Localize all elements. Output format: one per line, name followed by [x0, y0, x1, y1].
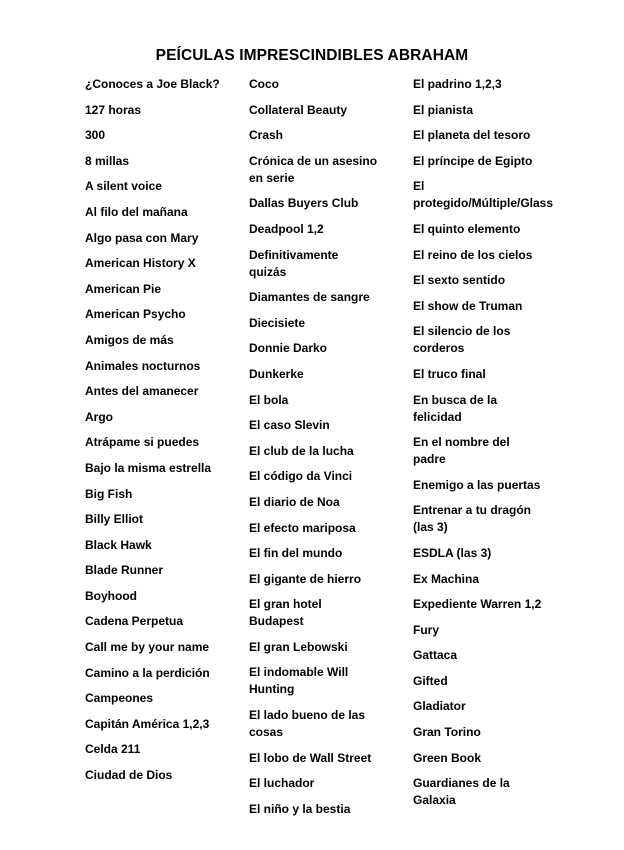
movie-item: Gran Torino	[413, 725, 481, 740]
movie-item: American Pie	[85, 281, 162, 296]
movie-item: Crash	[249, 128, 284, 143]
movie-item: Green Book	[413, 750, 482, 765]
movie-item: El príncipe de Egipto	[413, 153, 533, 168]
movie-item: El padrino 1,2,3	[413, 77, 502, 91]
movie-item: Blade Runner	[85, 563, 164, 578]
movie-item: El gigante de hierro	[249, 571, 362, 586]
movie-item: Gladiator	[413, 699, 466, 714]
movie-item: American History X	[85, 256, 196, 271]
movie-item: Definitivamente quizás	[249, 247, 339, 279]
movie-item: Cadena Perpetua	[85, 614, 184, 629]
movie-item: El club de la lucha	[249, 443, 354, 458]
movie-item: Algo pasa con Mary	[85, 230, 199, 245]
movie-item: El indomable Will Hunting	[249, 665, 349, 697]
movie-item: Ex Machina	[413, 571, 480, 586]
movie-item: Dunkerke	[249, 366, 304, 381]
movie-item: Entrenar a tu dragón (las 3)	[413, 503, 532, 535]
movie-item: El quinto elemento	[413, 221, 521, 236]
movie-item: ¿Conoces a Joe Black?	[85, 77, 220, 91]
movie-item: ESDLA (las 3)	[413, 545, 492, 560]
movie-item: El lado bueno de las cosas	[249, 708, 366, 740]
movie-item: Bajo la misma estrella	[85, 460, 212, 475]
movie-item: Collateral Beauty	[249, 102, 348, 117]
movie-item: El código da Vinci	[249, 469, 353, 484]
movie-item: El gran hotel Budapest	[249, 597, 322, 629]
movie-item: Celda 211	[85, 742, 141, 757]
movie-item: El pianista	[413, 102, 474, 117]
movie-item: El lobo de Wall Street	[249, 750, 372, 765]
movie-item: El protegido/Múltiple/Glass	[413, 179, 554, 211]
movie-item: 300	[85, 128, 106, 143]
movie-item: Atrápame si puedes	[85, 435, 200, 450]
movie-item: El show de Truman	[413, 298, 523, 313]
movie-item: Capitán América 1,2,3	[85, 716, 210, 731]
movie-item: El sexto sentido	[413, 273, 506, 288]
page-title: PEÍCULAS IMPRESCINDIBLES ABRAHAM	[155, 47, 469, 64]
movie-item: Big Fish	[85, 486, 133, 501]
movie-item: El fin del mundo	[249, 546, 343, 561]
movie-item: El gran Lebowski	[249, 639, 348, 654]
movie-item: El bola	[249, 392, 289, 407]
movie-item: Campeones	[85, 691, 154, 706]
movie-item: American Psycho	[85, 307, 186, 322]
movie-item: Billy Elliot	[85, 512, 144, 527]
movie-item: Boyhood	[85, 588, 137, 603]
movie-column-1	[85, 76, 245, 793]
movie-item: Al filo del mañana	[85, 204, 188, 219]
movie-item: El diario de Noa	[249, 494, 340, 509]
movie-item: Donnie Darko	[249, 341, 328, 356]
movie-item: El efecto mariposa	[249, 520, 356, 535]
movie-item: A silent voice	[85, 179, 162, 194]
movie-column-3	[413, 76, 554, 818]
movie-item: Amigos de más	[85, 332, 174, 347]
movie-column-2	[249, 76, 379, 826]
movie-item: Dallas Buyers Club	[249, 196, 359, 211]
movie-item: Coco	[249, 77, 279, 91]
movie-item: Diamantes de sangre	[249, 290, 370, 305]
movie-item: 127 horas	[85, 102, 142, 117]
movie-item: Crónica de un asesino en serie	[249, 153, 378, 185]
movie-item: Ciudad de Dios	[85, 768, 173, 783]
movie-item: 8 millas	[85, 153, 130, 168]
movie-item: El truco final	[413, 366, 486, 381]
movie-item: Argo	[85, 409, 113, 424]
movie-item: Black Hawk	[85, 537, 152, 552]
movie-item: El niño y la bestia	[249, 801, 351, 816]
movie-item: El planeta del tesoro	[413, 128, 531, 143]
movie-item: Camino a la perdición	[85, 665, 210, 680]
movie-item: Deadpool 1,2	[249, 221, 324, 236]
movie-item: El reino de los cielos	[413, 247, 533, 262]
movie-item: Expediente Warren 1,2	[413, 597, 542, 612]
movie-item: Diecisiete	[249, 315, 306, 330]
movie-item: Fury	[413, 622, 440, 637]
movie-item: Antes del amanecer	[85, 384, 199, 399]
movie-item: El silencio de los corderos	[413, 324, 511, 356]
movie-item: Animales nocturnos	[85, 358, 201, 373]
movie-item: El caso Slevin	[249, 418, 330, 433]
movie-item: Enemigo a las puertas	[413, 477, 541, 492]
movie-item: Gifted	[413, 673, 448, 688]
movie-item: En el nombre del padre	[413, 435, 510, 467]
movie-item: El luchador	[249, 776, 315, 791]
movie-item: Gattaca	[413, 648, 458, 663]
movie-item: Guardianes de la Galaxia	[413, 776, 510, 808]
movie-item: Call me by your name	[85, 640, 210, 655]
movie-item: En busca de la felicidad	[413, 392, 498, 424]
